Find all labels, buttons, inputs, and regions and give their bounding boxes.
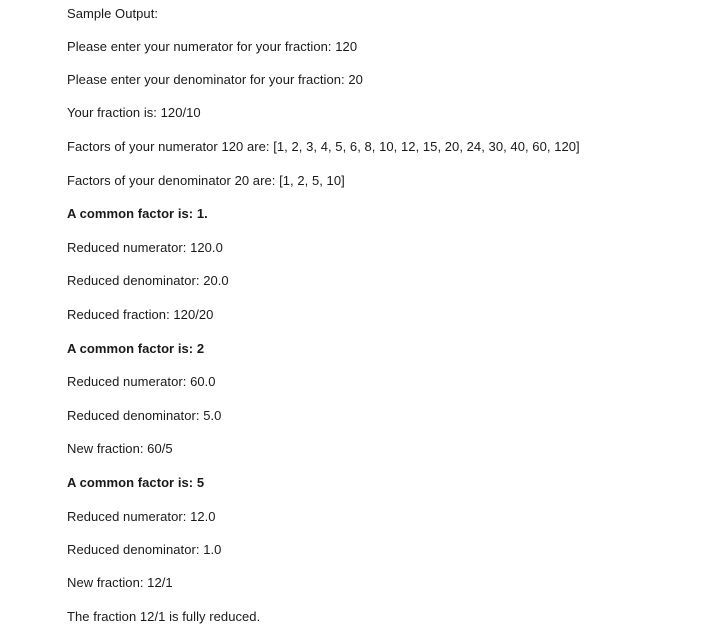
output-line-denominator-factors: Factors of your denominator 20 are: [1, 2, 5, 10] [67,173,345,188]
output-line-enter-denominator: Please enter your denominator for your fraction: 20 [67,72,363,87]
output-line-common-factor-1: A common factor is: 1. [67,206,208,221]
output-line-new-fraction-2: New fraction: 12/1 [67,575,173,590]
output-line-reduced-fraction: Reduced fraction: 120/20 [67,307,214,322]
output-line-fraction: Your fraction is: 120/10 [67,105,201,120]
output-line-fully-reduced: The fraction 12/1 is fully reduced. [67,609,261,624]
output-line-reduced-numerator-3: Reduced numerator: 12.0 [67,509,216,524]
output-line-reduced-denominator-2: Reduced denominator: 5.0 [67,408,222,423]
output-line-reduced-numerator-2: Reduced numerator: 60.0 [67,374,216,389]
output-line-common-factor-2: A common factor is: 2 [67,341,205,356]
output-line-enter-numerator: Please enter your numerator for your fraction: 120 [67,39,358,54]
output-line-reduced-denominator-3: Reduced denominator: 1.0 [67,542,222,557]
output-line-common-factor-5: A common factor is: 5 [67,475,205,490]
output-line-new-fraction-1: New fraction: 60/5 [67,441,173,456]
output-line-numerator-factors: Factors of your numerator 120 are: [1, 2, 3, 4, 5, 6, 8, 10, 12, 15, 20, 24, 30, 40, 60, 120] [67,139,580,154]
sample-output-heading: Sample Output: [67,6,159,21]
output-line-reduced-numerator-1: Reduced numerator: 120.0 [67,240,223,255]
output-line-reduced-denominator-1: Reduced denominator: 20.0 [67,273,229,288]
